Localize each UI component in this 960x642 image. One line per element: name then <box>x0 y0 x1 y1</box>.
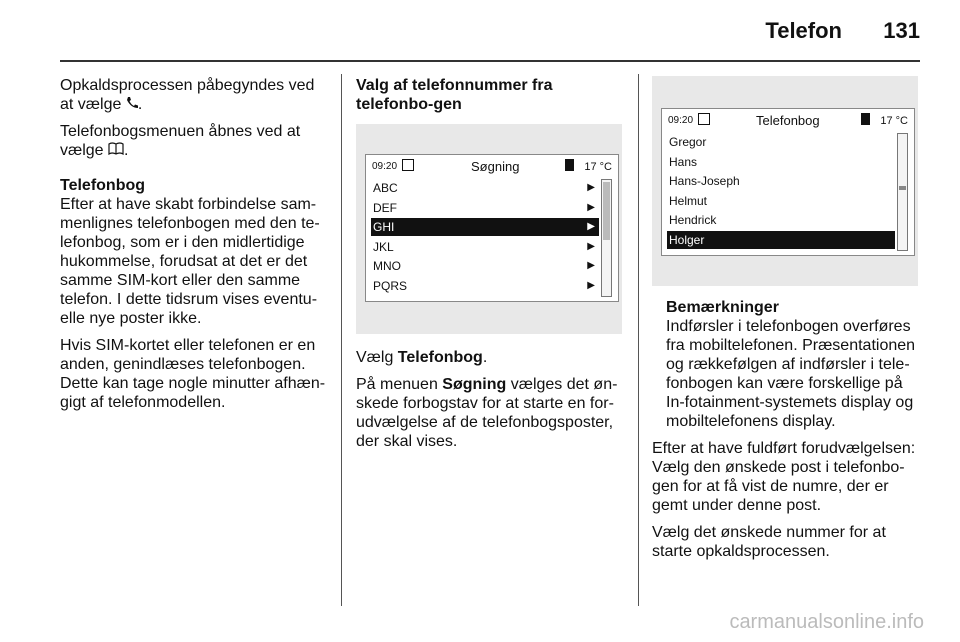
display-list-item-label: Hendrick <box>669 213 717 227</box>
phone-icon <box>126 95 138 114</box>
paragraph: På menuen Søgning vælges det øn-skede forbogstav for at starte en for-udvælgelse af de telefonbogsposter, der skal vises. <box>356 376 618 450</box>
page-title: Telefon <box>765 18 842 43</box>
display-temperature: 17 °C <box>584 161 612 173</box>
display-list-item-label: DEF <box>373 200 397 215</box>
display-list-item[interactable] <box>667 211 895 229</box>
display-list-item-label: GHI <box>373 220 395 234</box>
display-list-item[interactable] <box>371 199 599 217</box>
phone-signal-icon <box>565 159 574 171</box>
chevron-right-icon: ▶ <box>587 201 595 213</box>
paragraph: Hvis SIM-kortet eller telefonen er en anden, genindlæses telefonbogen. Dette kan tage nogle minutter afhæn-gigt af telefonmodellen. <box>60 337 326 411</box>
page-number: 131 <box>883 18 920 43</box>
section-heading: Telefonbog <box>60 177 146 194</box>
watermark: carmanualsonline.info <box>729 611 924 633</box>
display-screen <box>365 154 619 302</box>
display-list-item[interactable] <box>371 179 599 197</box>
display-list-item[interactable] <box>371 238 599 256</box>
note-heading: Bemærkninger <box>666 299 779 316</box>
display-list-item[interactable] <box>667 133 895 151</box>
display-list-item[interactable] <box>667 231 895 249</box>
paragraph: Opkaldsprocessen påbegyndes ved at vælge . <box>60 77 315 113</box>
section-heading: Valg af telefonnummer fra telefonbo-gen <box>356 77 553 113</box>
note-text: Indførsler i telefonbogen overføres fra mobiltelefonen. Præsentationen og rækkefølgen af indførsler i tele-fonbogen kan være forskellige på In-fotainment-systemets display og mobiltelefonens display. <box>666 318 916 430</box>
status-icon <box>402 159 414 171</box>
display-title: Telefonbog <box>756 113 820 128</box>
display-time: 09:20 <box>372 161 398 172</box>
paragraph: Vælg Telefonbog. <box>356 349 488 366</box>
display-list-item-label: JKL <box>373 239 394 254</box>
scrollbar[interactable] <box>897 133 908 251</box>
paragraph: Vælg det ønskede nummer for at starte opkaldsprocessen. <box>652 524 886 560</box>
display-list-item-label: Hans <box>669 154 698 169</box>
header-rule <box>60 60 920 62</box>
phone-signal-icon <box>861 113 870 125</box>
paragraph: Telefonbogsmenuen åbnes ved at vælge . <box>60 123 301 159</box>
display-list-item-label: Hans-Joseph <box>669 174 740 188</box>
page-header <box>0 0 960 64</box>
chevron-right-icon: ▶ <box>587 182 595 193</box>
column-divider <box>638 74 639 606</box>
scrollbar-thumb[interactable] <box>603 182 610 240</box>
chevron-right-icon: ▶ <box>587 279 595 291</box>
display-screen <box>661 108 915 256</box>
chevron-right-icon: ▶ <box>587 260 595 271</box>
status-icon <box>698 113 710 125</box>
column-1 <box>60 76 330 420</box>
display-title: Søgning <box>471 159 520 174</box>
paragraph-text: Telefonbogsmenuen åbnes ved at vælge <box>60 123 301 159</box>
display-list-item[interactable] <box>667 153 895 171</box>
display-list-item-label: Helmut <box>669 193 708 208</box>
display-list-item-label: ABC <box>373 181 398 195</box>
display-list-item[interactable] <box>667 172 895 190</box>
paragraph-text: Opkaldsprocessen påbegyndes ved at vælge <box>60 77 315 113</box>
paragraph: Efter at have fuldført forudvælgelsen: Vælg den ønskede post i telefonbo-gen for at få vist de numre, der er gemt under denne post. <box>652 440 916 514</box>
display-list-item-label: Gregor <box>669 135 707 149</box>
chevron-right-icon: ▶ <box>587 221 595 232</box>
phonebook-icon <box>108 141 124 160</box>
display-list-item[interactable] <box>667 192 895 210</box>
display-time: 09:20 <box>668 115 694 126</box>
scrollbar-thumb[interactable] <box>899 186 906 190</box>
scrollbar[interactable] <box>601 179 612 297</box>
display-figure-search <box>356 124 622 334</box>
display-list-item-label: MNO <box>373 259 401 273</box>
chevron-right-icon: ▶ <box>587 240 595 252</box>
display-list-item[interactable] <box>371 257 599 275</box>
display-list-item-label: Holger <box>669 232 705 247</box>
display-list-item[interactable] <box>371 218 599 236</box>
display-figure-phonebook <box>652 76 918 286</box>
display-list-item-label: PQRS <box>373 278 408 293</box>
paragraph: Efter at have skabt forbindelse sam-menlignes telefonbogen med den te-lefonbog, som er i den midlertidige hukommelse, forudsat at det er det samme SIM-kort eller den samme telefon. I dette tidsrum vises eventu-elle nye poster ikke. <box>60 196 320 327</box>
display-list-item[interactable] <box>371 277 599 295</box>
column-2 <box>356 76 624 450</box>
display-temperature: 17 °C <box>880 115 908 127</box>
column-divider <box>341 74 342 606</box>
